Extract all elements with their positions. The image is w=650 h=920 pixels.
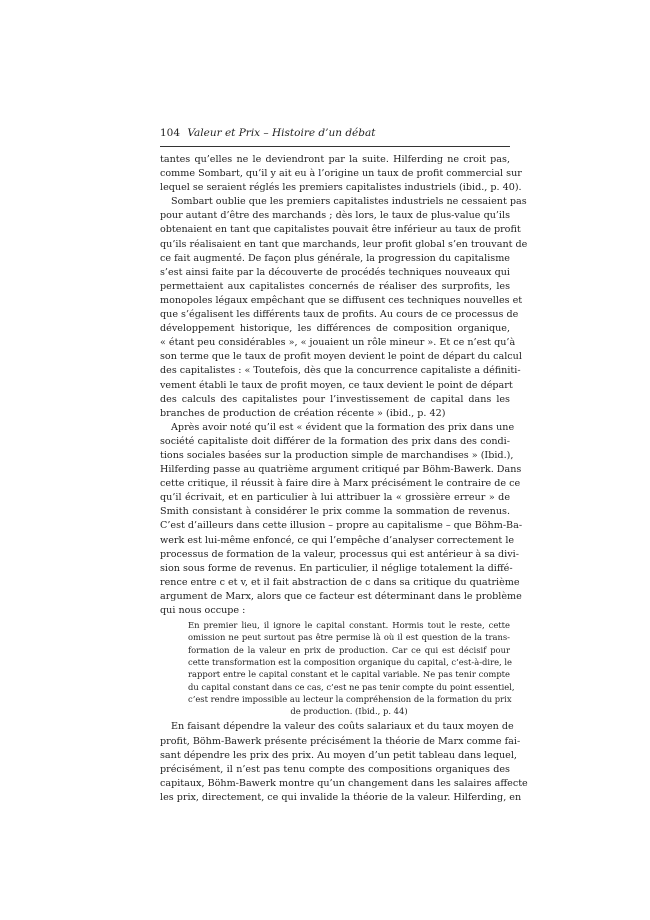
text-line: développement historique, les différences de composition organique, — [160, 323, 510, 335]
text-line: profit, Böhm-Bawerk présente précisément la théorie de Marx comme fai- — [160, 735, 521, 747]
paragraph-4 — [160, 720, 528, 805]
text-line: ce fait augmenté. De façon plus générale, la progression du capitalisme — [160, 252, 510, 264]
quote-line: rapport entre le capital constant et le capital variable. Ne pas tenir compte — [188, 669, 510, 680]
text-line: sant dépendre les prix des prix. Au moyen d’un petit tableau dans lequel, — [160, 749, 517, 761]
text-line: argument de Marx, alors que ce facteur est déterminant dans le problème — [160, 590, 522, 602]
paragraph-1 — [160, 153, 522, 195]
quote-line: cette transformation est la composition organique du capital, c’est-à-dire, le — [188, 656, 513, 667]
quote-line: omission ne peut surtout pas être permise là où il est question de la trans- — [188, 632, 510, 643]
text-line: monopoles légaux empêchant que se diffusent ces techniques nouvelles et — [160, 294, 523, 306]
paragraph-2 — [160, 195, 528, 421]
text-line: tantes qu’elles ne le deviendront par la suite. Hilferding ne croit pas, — [160, 154, 510, 165]
text-line: comme Sombart, qu’il y ait eu à l’origine un taux de profit commercial sur — [160, 168, 522, 180]
text-line: cette critique, il réussit à faire dire à Marx précisément le contraire de ce — [160, 478, 521, 490]
text-line: Sombart oublie que les premiers capitalistes industriels ne cessaient pas — [171, 196, 527, 208]
text-line: obtenaient en tant que capitalistes pouvait être inférieur au taux de profit — [160, 224, 521, 236]
text-line: werk est lui-même enfoncé, ce qui l’empêche d’analyser correctement le — [160, 534, 515, 546]
quote-line: En premier lieu, il ignore le capital constant. Hormis tout le reste, cette — [188, 620, 510, 631]
text-line: « étant peu considérables », « jouaient un rôle mineur ». Et ce n’est qu’à — [160, 337, 516, 349]
quote-line: formation de la valeur en prix de production. Car ce qui est décisif pour — [188, 644, 510, 655]
text-line: des calculs des capitalistes pour l’investissement de capital dans les — [160, 393, 510, 405]
text-line: processus de formation de la valeur, processus qui est antérieur à sa divi- — [160, 548, 519, 560]
paragraph-3 — [160, 421, 523, 618]
text-line: capitaux, Böhm-Bawerk montre qu’un changement dans les salaires affecte — [160, 777, 528, 789]
text-line: pour autant d’être des marchands ; dès lors, le taux de plus-value qu’ils — [160, 210, 510, 222]
text-line: des capitalistes : « Toutefois, dès que la concurrence capitaliste a définiti- — [160, 365, 521, 377]
text-line: qui nous occupe : — [160, 605, 246, 616]
text-line: les prix, directement, ce qui invalide la théorie de la valeur. Hilferding, en — [160, 791, 522, 803]
text-line: branches de production de création récente » (ibid., p. 42) — [160, 407, 446, 419]
text-line: son terme que le taux de profit moyen devient le point de départ du calcul — [160, 351, 522, 363]
text-line: rence entre c et v, et il fait abstraction de c dans sa critique du quatrième — [160, 576, 520, 588]
text-line: précisément, il n’est pas tenu compte des compositions organiques des — [160, 763, 510, 775]
block-quote — [188, 619, 515, 717]
text-line: société capitaliste doit différer de la formation des prix dans des condi- — [160, 435, 510, 447]
running-title: Valeur et Prix – Histoire d’un débat — [187, 127, 376, 139]
page-number: 104 — [160, 127, 181, 139]
text-line: qu’il écrivait, et en particulier à lui attribuer la « grossière erreur » de — [160, 492, 510, 504]
text-line: que s’égalisent les différents taux de profits. Au cours de ce processus de — [160, 309, 519, 321]
quote-line: du capital constant dans ce cas, c’est ne pas tenir compte du point essentiel, — [188, 681, 515, 692]
text-line: C’est d’ailleurs dans cette illusion – propre au capitalisme – que Böhm-Ba- — [160, 520, 523, 532]
text-line: Smith consistant à considérer le prix comme la sommation de revenus. — [160, 506, 510, 518]
text-line: qu’ils réalisaient en tant que marchands, leur profit global s’en trouvant de — [160, 238, 528, 250]
text-line: sion sous forme de revenus. En particulier, il néglige totalement la diffé- — [160, 562, 513, 574]
quote-line: de production. (Ibid., p. 44) — [290, 706, 408, 717]
text-line: vement établi le taux de profit moyen, ce taux devient le point de départ — [160, 379, 513, 391]
body-text — [160, 153, 528, 805]
text-line: permettaient aux capitalistes concernés de réaliser des surprofits, les — [160, 280, 510, 292]
running-header — [160, 126, 510, 140]
text-line: lequel se seraient réglés les premiers capitalistes industriels (ibid., p. 40). — [160, 182, 522, 194]
text-line: s’est ainsi faite par la découverte de procédés techniques nouveaux qui — [160, 266, 510, 278]
text-line: Hilferding passe au quatrième argument critiqué par Böhm-Bawerk. Dans — [160, 464, 522, 476]
header-rule — [160, 146, 510, 147]
text-line: Après avoir noté qu’il est « évident que la formation des prix dans une — [171, 421, 515, 433]
quote-line: c’est rendre impossible au lecteur la compréhension de la formation du prix — [188, 693, 512, 704]
text-line: En faisant dépendre la valeur des coûts salariaux et du taux moyen de — [171, 721, 514, 733]
text-line: tions sociales basées sur la production simple de marchandises » (Ibid.), — [160, 449, 514, 461]
